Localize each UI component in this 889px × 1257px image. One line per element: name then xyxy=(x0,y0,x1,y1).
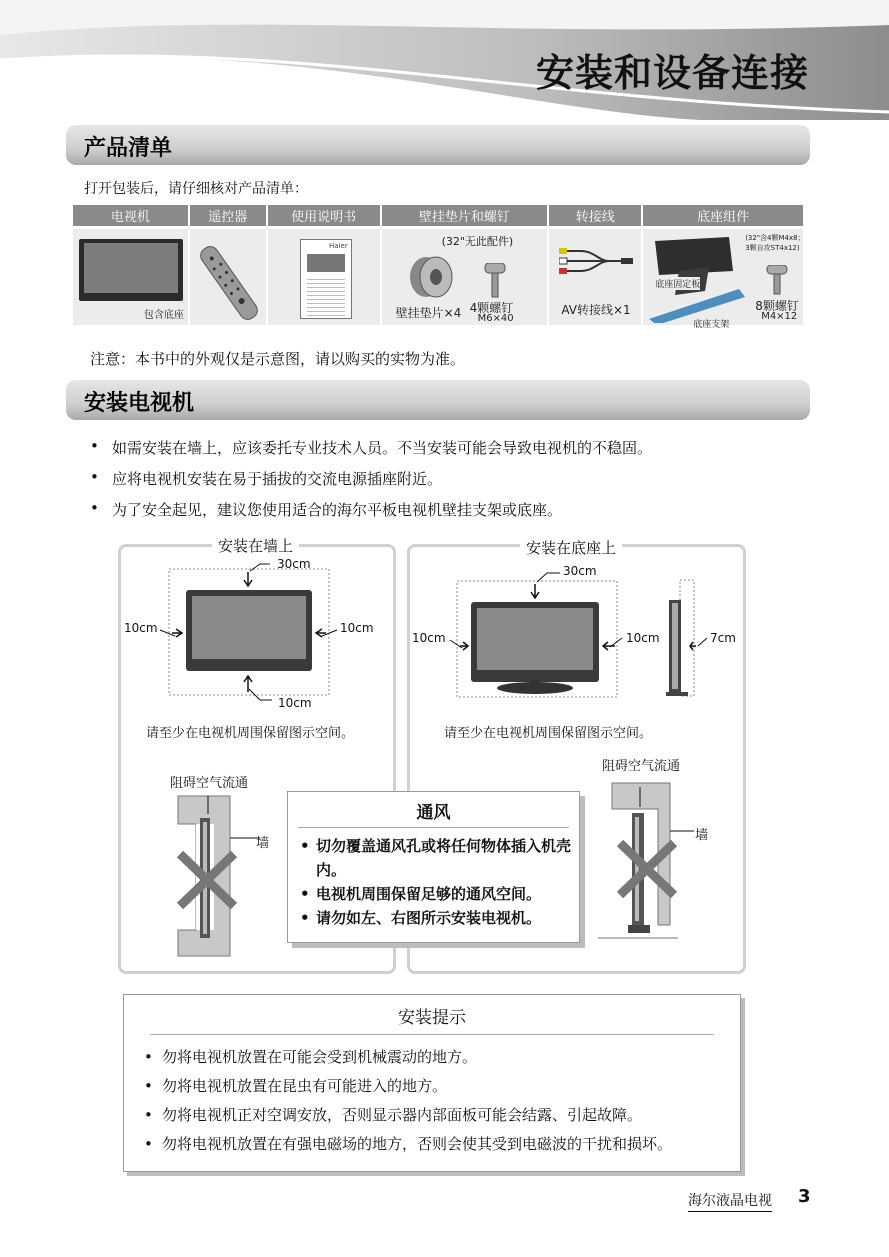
cell-remote xyxy=(189,227,267,325)
spacer-icon xyxy=(402,253,462,301)
base-screw-size: M4×12 xyxy=(761,310,798,322)
tips-title: 安装提示 xyxy=(398,1008,466,1028)
right-wall-label: 墙 xyxy=(695,828,709,843)
section-bar-install xyxy=(66,380,810,420)
list-item: • 如需安装在墙上，应该委托专业技术人员。不当安装可能会导致电视机的不稳固。 xyxy=(88,437,788,458)
base-caption: 请至少在电视机周围保留图示空间。 xyxy=(444,726,653,741)
footer-brand: 海尔液晶电视 xyxy=(688,1190,772,1212)
page-title: 安装和设备连接 xyxy=(535,51,809,95)
cell-cable xyxy=(548,227,642,325)
page-number: 3 xyxy=(798,1186,811,1207)
wall-left-label: 10cm xyxy=(124,621,158,635)
cell-bracket xyxy=(381,227,549,325)
col-bracket: 壁挂垫片和螺钉 xyxy=(381,205,549,227)
base-plate-label: 底座固定板 xyxy=(655,277,700,290)
install-tips-box xyxy=(123,994,741,1172)
wall-clearance-diagram xyxy=(120,560,390,710)
tv-caption: 包含底座 xyxy=(143,310,184,321)
base-clearance-diagram xyxy=(410,570,740,710)
cell-base xyxy=(642,227,805,330)
cell-tv xyxy=(73,227,189,325)
wall-bottom-label: 10cm xyxy=(278,696,312,710)
col-tv: 电视机 xyxy=(73,205,189,227)
wall-top-label: 30cm xyxy=(277,557,311,571)
cell-manual xyxy=(267,227,381,325)
base-screw-label: 8颗螺钉 xyxy=(755,298,799,313)
col-base: 底座组件 xyxy=(642,205,804,227)
bracket-screw-size: M6×40 xyxy=(477,312,514,324)
left-wall-label: 墙 xyxy=(256,836,270,851)
bracket-note: (32"无此配件) xyxy=(441,234,514,248)
av-cable-icon xyxy=(559,243,635,279)
wall-panel-title: 安装在墙上 xyxy=(212,535,299,556)
bracket-screw: 4颗螺钉 xyxy=(469,300,514,315)
manual-brand: Haier xyxy=(329,241,348,250)
base-note-2: 3颗自攻ST4x12) xyxy=(745,243,800,252)
left-obstruct-label: 阻碍空气流通 xyxy=(170,776,249,791)
bracket-pad: 壁挂垫片×4 xyxy=(395,305,462,320)
ventilation-title: 通风 xyxy=(416,803,451,823)
col-manual: 使用说明书 xyxy=(267,205,381,227)
list-item: • 电视机周围保留足够的通风空间。 xyxy=(294,882,573,906)
col-cable: 转接线 xyxy=(548,205,642,227)
note-text: 注意：本书中的外观仅是示意图，请以购买的实物为准。 xyxy=(90,350,466,368)
base-screw-icon xyxy=(765,265,789,295)
section-title: 产品清单 xyxy=(84,136,173,161)
install-bullets xyxy=(88,437,788,530)
base-side-label: 7cm xyxy=(710,631,736,645)
base-panel-title: 安装在底座上 xyxy=(520,537,622,558)
col-remote: 遥控器 xyxy=(189,205,267,227)
screw-icon xyxy=(482,263,508,299)
list-item: • 应将电视机安装在易于插拔的交流电源插座附近。 xyxy=(88,468,788,489)
ventilation-box xyxy=(287,791,580,943)
av-cable-label: AV转接线×1 xyxy=(561,302,631,317)
product-table xyxy=(73,205,805,330)
base-stand-label: 底座支架 xyxy=(693,319,730,330)
base-left-label: 10cm xyxy=(412,631,446,645)
base-right-label: 10cm xyxy=(626,631,660,645)
left-obstruct-diagram xyxy=(170,788,280,968)
section-title: 安装电视机 xyxy=(84,391,195,416)
list-item: • 请勿如左、右图所示安装电视机。 xyxy=(294,906,573,930)
tv-icon xyxy=(79,239,183,303)
list-item: • 勿将电视机放置在昆虫有可能进入的地方。 xyxy=(140,1072,724,1101)
wall-caption: 请至少在电视机周围保留图示空间。 xyxy=(146,726,355,741)
right-obstruct-label: 阻碍空气流通 xyxy=(602,759,681,774)
wall-right-label: 10cm xyxy=(340,621,374,635)
list-item: • 切勿覆盖通风孔或将任何物体插入机壳内。 xyxy=(294,834,573,882)
base-top-label: 30cm xyxy=(563,564,597,578)
section-bar-product-list xyxy=(66,125,810,165)
list-item: • 勿将电视机正对空调安放，否则显示器内部面板可能会结露、引起故障。 xyxy=(140,1101,724,1130)
list-item: • 勿将电视机放置在有强电磁场的地方，否则会使其受到电磁波的干扰和损坏。 xyxy=(140,1130,724,1159)
intro-text: 打开包装后，请仔细核对产品清单： xyxy=(84,181,308,197)
base-note-1: (32"含4颗M4x8； xyxy=(745,233,805,242)
list-item: • 勿将电视机放置在可能会受到机械震动的地方。 xyxy=(140,1043,724,1072)
remote-icon xyxy=(198,243,260,323)
manual-icon xyxy=(300,239,352,319)
right-obstruct-diagram xyxy=(598,775,708,945)
list-item: • 为了安全起见，建议您使用适合的海尔平板电视机壁挂支架或底座。 xyxy=(88,499,788,520)
